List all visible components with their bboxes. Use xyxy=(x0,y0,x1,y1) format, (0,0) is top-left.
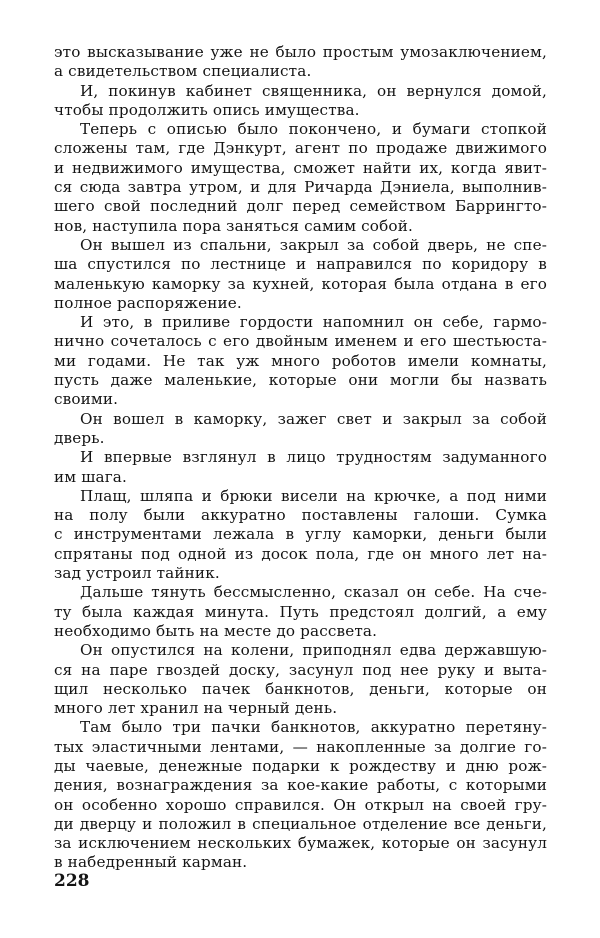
text-line: И это, в приливе гордости напомнил он себе, гармо- xyxy=(80,313,547,332)
text-line: необходимо быть на месте до рассвета. xyxy=(54,621,378,640)
text-line: Теперь с описью было покончено, и бумаги стопкой xyxy=(80,120,547,139)
text-line: ту была каждая минута. Путь предстоял долгий, а ему xyxy=(54,602,547,621)
text-line: маленькую каморку за кухней, которая была отдана в его xyxy=(54,274,547,293)
text-line: это высказывание уже не было простым умозаключением, xyxy=(54,43,547,61)
text-line: и недвижимого имущества, сможет найти их, когда явит- xyxy=(54,158,547,177)
text-line: за исключением нескольких бумажек, которые он засунул xyxy=(54,834,547,853)
text-line: ды чаевые, денежные подарки к рождеству и дню рож- xyxy=(54,756,547,775)
text-line: чтобы продолжить опись имущества. xyxy=(54,100,360,119)
text-line: Там было три пачки банкнотов, аккуратно перетяну- xyxy=(80,718,547,737)
text-line: полное распоряжение. xyxy=(54,293,242,312)
text-line: много лет хранил на черный день. xyxy=(54,699,338,718)
text-line: щил несколько пачек банкнотов, деньги, которые он xyxy=(54,679,547,698)
text-line: в набедренный карман. xyxy=(54,853,248,872)
text-line: Дальше тянуть бессмысленно, сказал он себе. На сче- xyxy=(80,583,547,602)
text-line: Плащ, шляпа и брюки висели на крючке, а под ними xyxy=(80,486,547,505)
text-line: Он вошел в каморку, зажег свет и закрыл за собой xyxy=(80,409,547,428)
text-line: Он опустился на колени, приподнял едва державшую- xyxy=(80,641,547,660)
text-line: шего свой последний долг перед семейством Баррингто- xyxy=(54,197,547,216)
text-line: зад устроил тайник. xyxy=(54,564,220,583)
text-line: И впервые взглянул в лицо трудностям задуманного xyxy=(80,448,547,467)
text-line: ша спустился по лестнице и направился по коридору в xyxy=(54,255,547,274)
text-line: с инструментами лежала в углу каморки, деньги были xyxy=(54,525,547,544)
text-line: пусть даже маленькие, которые они могли бы назвать xyxy=(54,371,547,390)
text-line: ся сюда завтра утром, и для Ричарда Дэниела, выполнив- xyxy=(54,178,547,197)
text-line: а свидетельством специалиста. xyxy=(54,62,312,81)
page-number: 228 xyxy=(54,871,90,891)
text-line: сложены там, где Дэнкурт, агент по продаже движимого xyxy=(54,139,547,158)
text-line: Он вышел из спальни, закрыл за собой дверь, не спе- xyxy=(80,235,547,254)
text-line: нично сочеталось с его двойным именем и его шестьюста- xyxy=(54,332,547,351)
text-line: своими. xyxy=(54,390,119,409)
text-line: он особенно хорошо справился. Он открыл на своей гру- xyxy=(54,795,547,814)
text-line: дверь. xyxy=(54,428,105,447)
text-line: нов, наступила пора заняться самим собой. xyxy=(54,216,413,235)
text-line: ди дверцу и положил в специальное отделение все деньги, xyxy=(54,814,547,833)
text-line: им шага. xyxy=(54,467,127,486)
page-body xyxy=(54,43,547,873)
text-line: спрятаны под одной из досок пола, где он много лет на- xyxy=(54,544,547,563)
text-line: ся на паре гвоздей доску, засунул под нее руку и выта- xyxy=(54,660,547,679)
text-line: на полу были аккуратно поставлены галоши. Сумка xyxy=(54,506,547,525)
text-line: дения, вознаграждения за кое-какие работы, с которыми xyxy=(54,776,547,795)
text-line: ми годами. Не так уж много роботов имели комнаты, xyxy=(54,351,547,370)
text-line: тых эластичными лентами, — накопленные за долгие го- xyxy=(54,737,547,756)
text-line: И, покинув кабинет священника, он вернулся домой, xyxy=(80,81,547,100)
